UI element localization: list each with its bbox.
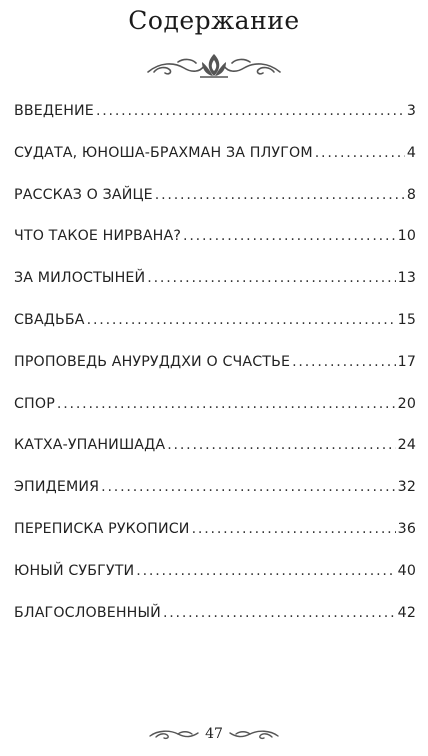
toc-entry-title: ВВЕДЕНИЕ bbox=[14, 103, 94, 119]
toc-entry-title: ЧТО ТАКОЕ НИРВАНА? bbox=[14, 228, 182, 245]
dot-leader bbox=[192, 521, 396, 537]
lotus-flourish-ornament bbox=[144, 50, 284, 82]
table-of-contents bbox=[14, 103, 416, 646]
toc-entry-page: 36 bbox=[397, 520, 416, 537]
toc-entry[interactable] bbox=[14, 187, 416, 229]
toc-entry-page: 20 bbox=[397, 395, 416, 412]
dot-leader bbox=[136, 563, 395, 579]
toc-entry-page: 10 bbox=[397, 228, 416, 245]
dot-leader bbox=[163, 605, 396, 621]
dot-leader bbox=[101, 479, 395, 495]
page-footer bbox=[0, 722, 428, 750]
dot-leader bbox=[155, 187, 405, 203]
toc-entry-page: 15 bbox=[397, 311, 416, 328]
toc-entry[interactable] bbox=[14, 145, 416, 187]
toc-entry[interactable] bbox=[14, 270, 416, 312]
toc-entry[interactable] bbox=[14, 437, 416, 479]
dot-leader bbox=[167, 437, 395, 453]
toc-entry[interactable] bbox=[14, 521, 416, 563]
toc-entry-title: ПЕРЕПИСКА РУКОПИСИ bbox=[14, 520, 190, 537]
dot-leader bbox=[292, 354, 396, 370]
toc-entry[interactable] bbox=[14, 103, 416, 145]
dot-leader bbox=[96, 103, 405, 119]
toc-entry[interactable] bbox=[14, 354, 416, 396]
dot-leader bbox=[147, 270, 395, 286]
dot-leader bbox=[315, 145, 405, 161]
toc-entry-page: 17 bbox=[397, 353, 416, 370]
toc-entry-title: ЭПИДЕМИЯ bbox=[14, 479, 100, 496]
toc-entry-page: 42 bbox=[397, 604, 416, 621]
toc-entry-page: 13 bbox=[397, 270, 416, 287]
dot-leader bbox=[87, 312, 396, 328]
toc-entry[interactable] bbox=[14, 563, 416, 605]
toc-entry[interactable] bbox=[14, 312, 416, 354]
toc-entry-title: ЮНЫЙ СУБГУТИ bbox=[14, 562, 135, 579]
toc-entry-page: 3 bbox=[406, 103, 416, 119]
toc-entry-title: РАССКАЗ О ЗАЙЦЕ bbox=[14, 186, 153, 203]
flourish-right-ornament bbox=[228, 726, 280, 742]
toc-entry-page: 40 bbox=[397, 562, 416, 579]
toc-entry-page: 4 bbox=[406, 144, 416, 161]
toc-entry[interactable] bbox=[14, 396, 416, 438]
toc-entry-title: СУДАТА, ЮНОША-БРАХМАН ЗА ПЛУГОМ bbox=[14, 144, 313, 161]
toc-entry-title: КАТХА-УПАНИШАДА bbox=[14, 437, 166, 454]
dot-leader bbox=[57, 396, 396, 412]
toc-entry[interactable] bbox=[14, 479, 416, 521]
page-title: Содержание bbox=[128, 6, 300, 35]
toc-entry-title: СВАДЬБА bbox=[14, 311, 85, 328]
toc-entry-page: 24 bbox=[397, 437, 416, 454]
toc-entry-title: ПРОПОВЕДЬ АНУРУДДХИ О СЧАСТЬЕ bbox=[14, 353, 291, 370]
page-number: 47 bbox=[205, 726, 223, 742]
toc-entry-title: СПОР bbox=[14, 395, 55, 412]
toc-entry-page: 32 bbox=[397, 479, 416, 496]
toc-entry-page: 8 bbox=[406, 186, 416, 203]
dot-leader bbox=[183, 228, 396, 244]
toc-entry-title: ЗА МИЛОСТЫНЕЙ bbox=[14, 270, 146, 287]
toc-entry[interactable] bbox=[14, 605, 416, 647]
toc-entry-title: БЛАГОСЛОВЕННЫЙ bbox=[14, 604, 161, 621]
toc-entry[interactable] bbox=[14, 228, 416, 270]
